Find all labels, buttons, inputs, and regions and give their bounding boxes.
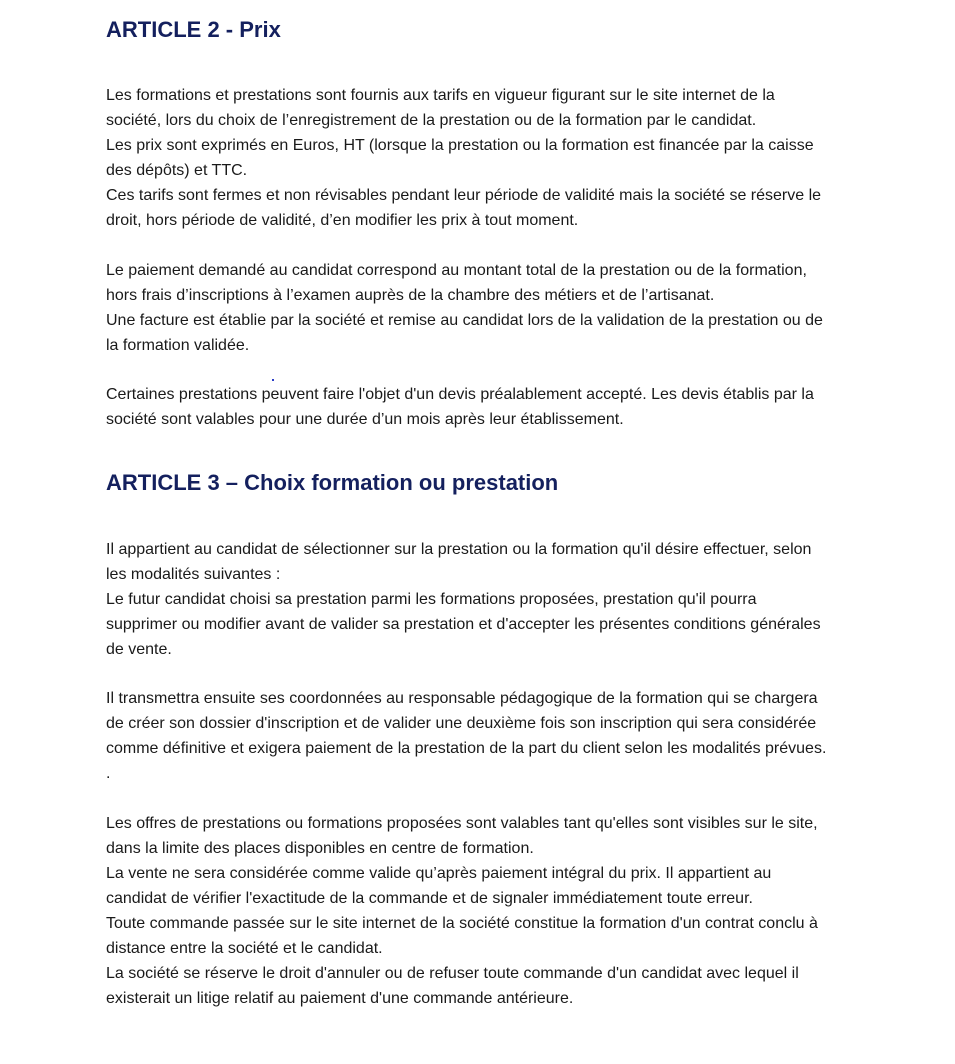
text-line: Les prix sont exprimés en Euros, HT (lorsque la prestation ou la formation est financée par la caisse — [106, 137, 814, 154]
text-line: Certaines prestations peuvent faire l'objet d'un devis préalablement accepté. Les devis établis par la — [106, 386, 814, 403]
text-line: des dépôts) et TTC. — [106, 162, 248, 179]
article-3-paragraph-1 — [106, 537, 866, 662]
text-line: supprimer ou modifier avant de valider sa prestation et d'accepter les présentes conditions générales — [106, 616, 821, 633]
article-2-paragraph-2 — [106, 258, 866, 358]
text-line: comme définitive et exigera paiement de la prestation de la part du client selon les modalités prévues. — [106, 740, 827, 757]
article-3-paragraph-3 — [106, 811, 866, 1011]
article-2-paragraph-1 — [106, 83, 866, 233]
stray-mark — [272, 379, 274, 381]
article-2-paragraph-3 — [106, 382, 866, 432]
text-line: Toute commande passée sur le site internet de la société constitue la formation d'un contrat conclu à — [106, 915, 818, 932]
text-line: Les offres de prestations ou formations proposées sont valables tant qu'elles sont visibles sur le site, — [106, 815, 818, 832]
text-line: . — [106, 765, 111, 782]
article-3-heading: ARTICLE 3 – Choix formation ou prestation — [106, 470, 559, 495]
text-line: la formation validée. — [106, 337, 250, 354]
text-line: Il appartient au candidat de sélectionner sur la prestation ou la formation qu'il désire effectuer, selon — [106, 541, 812, 558]
article-3-paragraph-2 — [106, 686, 866, 786]
text-line: Les formations et prestations sont fournis aux tarifs en vigueur figurant sur le site internet de la — [106, 87, 775, 104]
article-2-heading: ARTICLE 2 - Prix — [106, 17, 281, 42]
text-line: de créer son dossier d'inscription et de valider une deuxième fois son inscription qui sera considérée — [106, 715, 817, 732]
text-line: les modalités suivantes : — [106, 566, 281, 583]
text-line: hors frais d’inscriptions à l’examen auprès de la chambre des métiers et de l’artisanat. — [106, 287, 715, 304]
text-line: droit, hors période de validité, d’en modifier les prix à tout moment. — [106, 212, 579, 229]
text-line: Le paiement demandé au candidat correspond au montant total de la prestation ou de la formation, — [106, 262, 807, 279]
text-line: La vente ne sera considérée comme valide qu’après paiement intégral du prix. Il appartient au — [106, 865, 772, 882]
text-line: dans la limite des places disponibles en centre de formation. — [106, 840, 534, 857]
text-line: société sont valables pour une durée d’un mois après leur établissement. — [106, 411, 624, 428]
text-line: de vente. — [106, 641, 172, 658]
text-line: Il transmettra ensuite ses coordonnées au responsable pédagogique de la formation qui se chargera — [106, 690, 818, 707]
text-line: Ces tarifs sont fermes et non révisables pendant leur période de validité mais la société se réserve le — [106, 187, 822, 204]
text-line: société, lors du choix de l’enregistrement de la prestation ou de la formation par le candidat. — [106, 112, 757, 129]
text-line: existerait un litige relatif au paiement d'une commande antérieure. — [106, 990, 574, 1007]
text-line: La société se réserve le droit d'annuler ou de refuser toute commande d'un candidat avec lequel il — [106, 965, 799, 982]
text-line: candidat de vérifier l'exactitude de la commande et de signaler immédiatement toute erreur. — [106, 890, 753, 907]
text-line: Le futur candidat choisi sa prestation parmi les formations proposées, prestation qu'il pourra — [106, 591, 757, 608]
text-line: distance entre la société et le candidat. — [106, 940, 383, 957]
text-line: Une facture est établie par la société et remise au candidat lors de la validation de la prestation ou de — [106, 312, 823, 329]
